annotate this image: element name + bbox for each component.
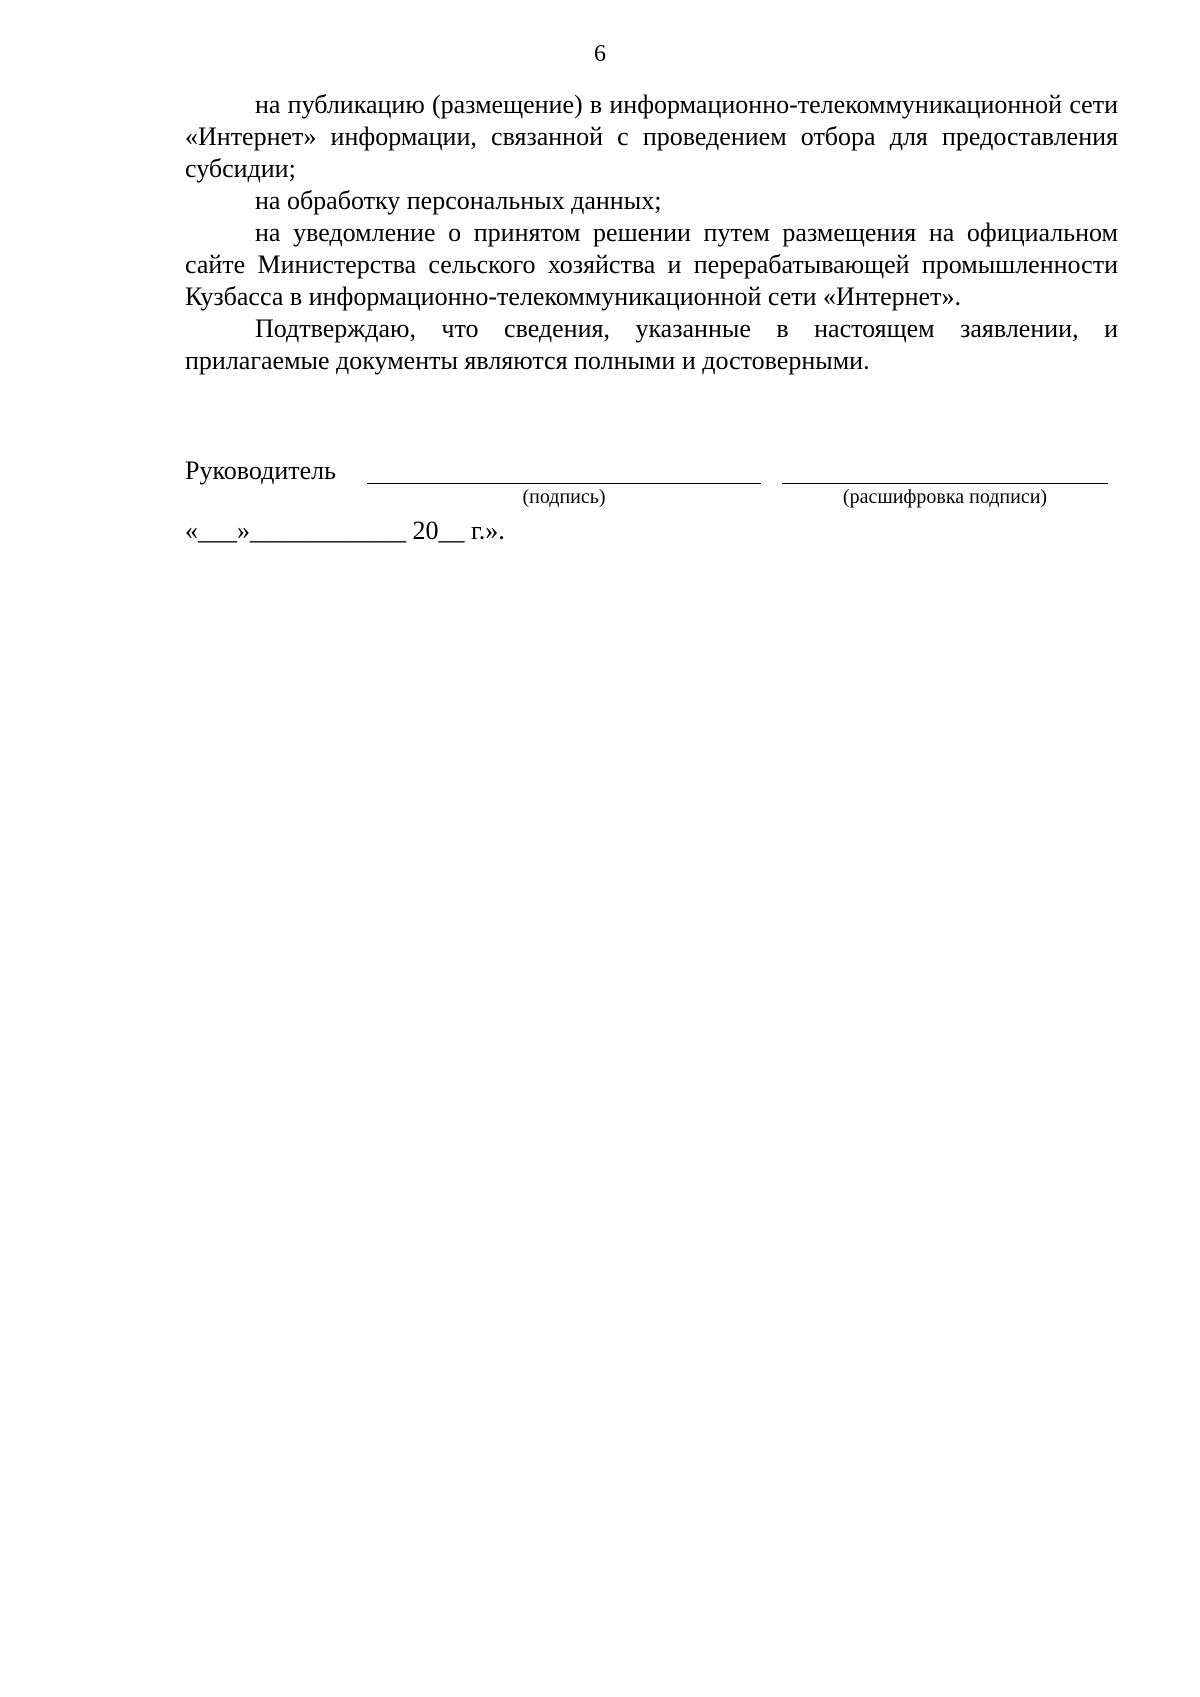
paragraph-confirmation: Подтверждаю, что сведения, указанные в настоящем заявлении, и прилагаемые документы являются полными и достоверными. xyxy=(185,314,1118,375)
signature-label: Руководитель xyxy=(185,456,336,485)
paragraph-publication-consent: на публикацию (размещение) в информационно-телекоммуникационной сети «Интернет» информации, связанной с проведением отбора для предоставления субсидии; xyxy=(185,90,1118,183)
page-number: 6 xyxy=(594,41,606,67)
signature-decoding-line xyxy=(782,483,1108,484)
signature-caption: (подпись) xyxy=(522,486,606,508)
paragraph-personal-data-consent: на обработку персональных данных; xyxy=(255,186,662,215)
document-body xyxy=(185,89,1118,377)
paragraph-notification-consent: на уведомление о принятом решении путем размещения на официальном сайте Министерства сельского хозяйства и перерабатывающей промышленности Кузбасса в информационно-телекоммуникационной сети «Интернет». xyxy=(185,218,1118,311)
signature-line xyxy=(367,483,761,484)
signature-decoding-caption: (расшифровка подписи) xyxy=(842,486,1048,508)
date-line: «___»____________ 20__ г.». xyxy=(185,516,505,545)
